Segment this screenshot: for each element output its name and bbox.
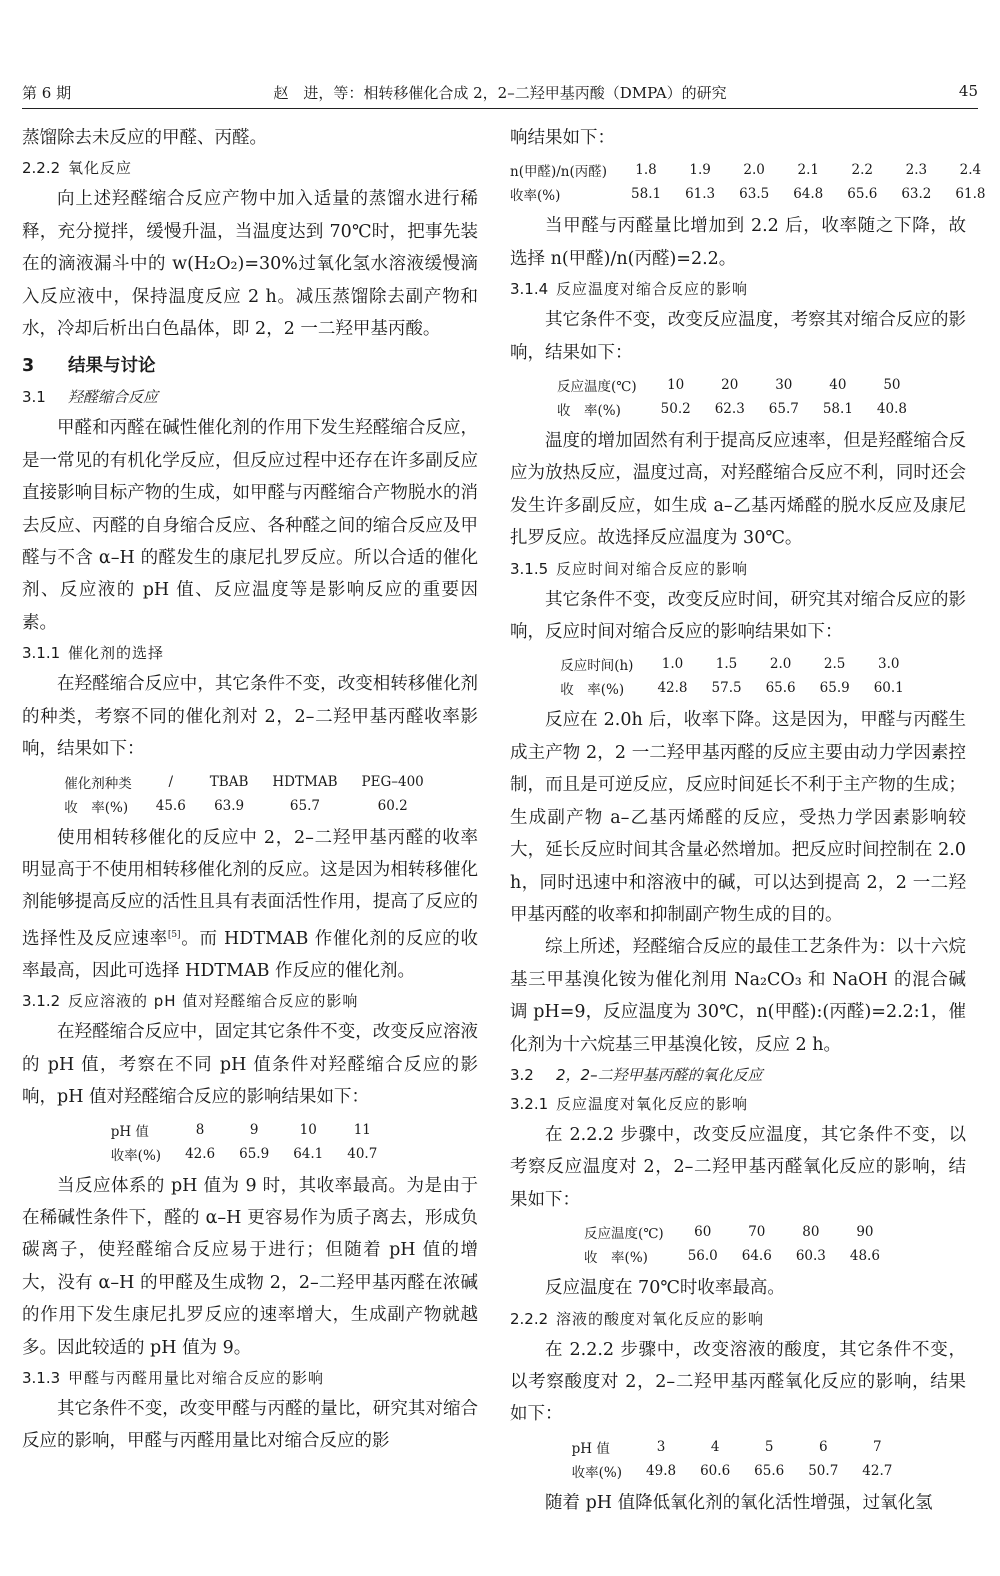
table-cell: 63.5 <box>739 186 770 203</box>
table-cell: 3 <box>656 1438 666 1455</box>
section-heading: 3.1.5 反应时间对缩合反应的影响 <box>510 559 749 578</box>
table-cell: 收 率(%) <box>584 1250 648 1267</box>
paragraph: 综上所述，羟醛缩合反应的最佳工艺条件为：以十六烷基三甲基溴化铵为催化剂用 Na₂CO₃ 和 NaOH 的混合碱调 pH=9，反应温度为 30℃，n(甲醛):(丙醛)=2.2:1，催化剂为十六烷基三甲基溴化铵，反应 2 h。 <box>510 937 966 1055</box>
table-cell: 57.5 <box>711 680 742 697</box>
table-cell: 收 率(%) <box>64 799 129 816</box>
table-cell: 10 <box>299 1121 317 1138</box>
table-cell: 8 <box>195 1121 205 1138</box>
paragraph: 响结果如下： <box>510 128 615 148</box>
page-number: 45 <box>958 82 978 100</box>
section-heading: 2.2.2 溶液的酸度对氧化反应的影响 <box>510 1309 765 1328</box>
table-cell: 65.9 <box>819 680 850 697</box>
section-heading: 3.2.1 反应温度对氧化反应的影响 <box>510 1094 749 1113</box>
paragraph: 其它条件不变，改变反应温度，考察其对缩合反应的影响，结果如下： <box>510 310 966 363</box>
running-header <box>22 82 978 109</box>
section-heading: 3.2 2，2–二羟甲基丙醛的氧化反应 <box>510 1065 763 1084</box>
data-table-ph <box>22 1114 478 1170</box>
table-cell: 3.0 <box>877 656 900 673</box>
table-cell: 2.0 <box>769 656 792 673</box>
table-cell: 65.6 <box>754 1462 785 1479</box>
paragraph: 甲醛和丙醛在碱性催化剂的作用下发生羟醛缩合反应，是一常见的有机化学反应，但反应过程中还存在许多副反应直接影响目标产物的生成，如甲醛与丙醛缩合产物脱水的消去反应、丙醛的自身缩合反应、各种醛之间的缩合反应及甲醛与不含 α–H 的醛发生的康尼扎罗反应。所以合适的催化剂、反应液的 pH 值、反应温度等是影响反应的重要因素。 <box>22 418 478 633</box>
paragraph: 向上述羟醛缩合反应产物中加入适量的蒸馏水进行稀释，充分搅拌，缓慢升温，当温度达到 70℃时，把事先装在的滴液漏斗中的 w(H₂O₂)=30%过氧化氢水溶液缓慢滴入反应液中，保持温度反应 2 h。减压蒸馏除去副产物和水，冷却后析出白色晶体，即 2，2 一二羟甲基丙酸。 <box>22 189 478 340</box>
data-table-time <box>510 648 966 704</box>
table-cell: n(甲醛)/n(丙醛) <box>510 164 608 181</box>
table-cell: 60.2 <box>377 797 408 814</box>
section-heading: 3.1 羟醛缩合反应 <box>22 388 159 407</box>
paragraph: 温度的增加固然有利于提高反应速率，但是羟醛缩合反应为放热反应，温度过高，对羟醛缩合反应不利，同时还会发生许多副反应，如生成 a–乙基丙烯醛的脱水反应及康尼扎罗反应。故选择反应温度为 30℃。 <box>510 431 966 549</box>
table-cell: 20 <box>721 377 739 394</box>
table-cell: 2.0 <box>743 162 765 179</box>
table-cell: PEG–400 <box>361 773 424 790</box>
table-cell: 90 <box>856 1224 874 1241</box>
table-cell: / <box>168 773 174 790</box>
data-table-oxidation-ph <box>510 1431 966 1487</box>
table-cell: 收 率(%) <box>557 403 621 420</box>
table-cell: 42.6 <box>185 1145 216 1162</box>
table-cell: 40 <box>829 377 847 394</box>
table-cell: 40.7 <box>347 1145 378 1162</box>
table-cell: 65.6 <box>847 186 878 203</box>
table-cell: 45.6 <box>155 797 186 814</box>
paragraph: 随着 pH 值降低氧化剂的氧化活性增强，过氧化氢 <box>545 1492 933 1513</box>
table-cell: 4 <box>710 1438 720 1455</box>
section-heading: 2.2.2 氧化反应 <box>22 159 133 178</box>
table-cell: TBAB <box>209 773 249 790</box>
table-cell: 6 <box>818 1438 828 1455</box>
table-cell: 63.2 <box>901 186 932 203</box>
table-cell: 催化剂种类 <box>64 775 132 792</box>
table-cell: 2.4 <box>959 162 982 179</box>
table-cell: 56.0 <box>687 1248 718 1265</box>
table-cell: 49.8 <box>646 1462 677 1479</box>
table-cell: 收率(%) <box>510 188 561 205</box>
table-cell: 收率(%) <box>571 1464 623 1481</box>
table-cell: 42.8 <box>657 680 688 697</box>
table-cell: 反应时间(h) <box>560 658 634 675</box>
table-cell: 收 率(%) <box>560 682 625 699</box>
paragraph: 反应在 2.0h 后，收率下降。这是因为，甲醛与丙醛生成主产物 2，2 一二羟甲基丙醛的反应主要由动力学因素控制，而且是可逆反应，反应时间延长不利于主产物的生成；生成副产物 a–乙基丙烯醛的反应，受热力学因素影响较大，延长反应时间其含量必然增加。把反应时间控制在 2.0 h，同时迅速中和溶液中的碱，可以达到提高 2，2 一二羟甲基丙醛的收率和抑制副产物生成的目的。 <box>510 710 966 925</box>
table-cell: 2.2 <box>851 162 874 179</box>
paragraph: 当甲醛与丙醛量比增加到 2.2 后，收率随之下降，故选择 n(甲醛)/n(丙醛)=2.2。 <box>510 216 966 269</box>
table-cell: 70 <box>748 1224 766 1241</box>
table-cell: 反应温度(℃) <box>557 379 637 396</box>
section-heading: 3.1.2 反应溶液的 pH 值对羟醛缩合反应的影响 <box>22 992 359 1011</box>
table-cell: 2.3 <box>905 162 928 179</box>
table-cell: 60 <box>694 1224 712 1241</box>
table-cell: 1.5 <box>715 656 738 673</box>
paragraph: 在 2.2.2 步骤中，改变反应温度，其它条件不变，以考察反应温度对 2，2–二羟甲基丙醛氧化反应的影响，结果如下： <box>510 1124 966 1210</box>
table-cell: 11 <box>353 1121 371 1138</box>
table-cell: 48.6 <box>849 1248 880 1265</box>
section-heading: 3.1.3 甲醛与丙醛用量比对缩合反应的影响 <box>22 1369 325 1388</box>
paragraph: 使用相转移催化的反应中 2，2–二羟甲基丙醛的收率明显高于不使用相转移催化剂的反应。这是因为相转移催化剂能够提高反应的活性且具有表面活性作用，提高了反应的选择性及反应速率[5]。而 HDTMAB 作催化剂的反应的收率最高，因此可选择 HDTMAB 作反应的催化剂。 <box>22 827 478 981</box>
table-cell: 60.3 <box>795 1248 826 1265</box>
table-cell: 10 <box>667 377 685 394</box>
data-table-catalyst <box>22 766 478 822</box>
table-cell: 40.8 <box>876 401 907 418</box>
table-cell: pH 值 <box>571 1440 610 1457</box>
section-heading: 3.1.1 催化剂的选择 <box>22 644 165 663</box>
table-cell: 64.6 <box>741 1248 772 1265</box>
table-cell: 7 <box>873 1438 882 1455</box>
issue-number: 第 6 期 <box>22 84 72 102</box>
left-column <box>22 122 478 1458</box>
table-cell: 1.0 <box>661 656 684 673</box>
table-cell: 2.5 <box>823 656 846 673</box>
table-cell: HDTMAB <box>272 773 338 790</box>
paragraph: 蒸馏除去未反应的甲醛、丙醛。 <box>22 128 267 148</box>
table-cell: 9 <box>249 1121 259 1138</box>
table-cell: 80 <box>802 1224 820 1241</box>
running-title: 赵 进，等：相转移催化合成 2，2–二羟甲基丙酸（DMPA）的研究 <box>273 84 727 102</box>
paragraph: 在羟醛缩合反应中，固定其它条件不变，改变反应溶液的 pH 值，考察在不同 pH 值条件对羟醛缩合反应的影响，pH 值对羟醛缩合反应的影响结果如下： <box>22 1022 478 1108</box>
table-cell: 1.8 <box>635 162 657 179</box>
data-table-ratio <box>510 154 986 210</box>
table-cell: 50 <box>883 377 901 394</box>
table-cell: 60.1 <box>873 680 904 697</box>
table-cell: 5 <box>764 1438 774 1455</box>
paragraph: 其它条件不变，改变反应时间，研究其对缩合反应的影响，反应时间对缩合反应的影响结果如下： <box>510 589 966 643</box>
table-cell: 收率(%) <box>110 1147 162 1164</box>
table-cell: 50.2 <box>660 401 691 418</box>
table-cell: pH 值 <box>110 1123 149 1140</box>
table-cell: 2.1 <box>797 162 819 179</box>
table-cell: 65.9 <box>239 1145 270 1162</box>
table-cell: 1.9 <box>689 162 711 179</box>
paragraph: 反应温度在 70℃时收率最高。 <box>545 1278 785 1299</box>
section-heading: 3.1.4 反应温度对缩合反应的影响 <box>510 280 749 299</box>
right-column <box>510 122 986 1519</box>
table-cell: 50.7 <box>808 1462 839 1479</box>
table-cell: 62.3 <box>714 401 745 418</box>
citation: [5] <box>167 929 181 940</box>
table-cell: 58.1 <box>631 186 662 203</box>
table-cell: 64.8 <box>793 186 824 203</box>
data-table-oxidation-temperature <box>510 1216 966 1272</box>
table-cell: 65.7 <box>768 401 799 418</box>
table-cell: 65.6 <box>765 680 796 697</box>
paragraph: 当反应体系的 pH 值为 9 时，其收率最高。为是由于在稀碱性条件下，醛的 α–H 更容易作为质子离去，形成负碳离子，使羟醛缩合反应易于进行；但随着 pH 值的增大，没有 α–H 的甲醛及生成物 2，2–二羟甲基丙醛在浓碱的作用下发生康尼扎罗反应的速率增大，生成副产物就越多。因此较适的 pH 值为 9。 <box>22 1175 478 1358</box>
table-cell: 60.6 <box>700 1462 731 1479</box>
table-cell: 61.3 <box>685 186 716 203</box>
table-cell: 63.9 <box>214 797 245 814</box>
section-heading: 3 结果与讨论 <box>22 356 156 377</box>
paragraph: 在羟醛缩合反应中，其它条件不变，改变相转移催化剂的种类，考察不同的催化剂对 2，2–二羟甲基丙醛收率影响，结果如下： <box>22 674 478 760</box>
data-table-temperature <box>510 369 966 425</box>
paragraph: 其它条件不变，改变甲醛与丙醛的量比，研究其对缩合反应的影响，甲醛与丙醛用量比对缩合反应的影 <box>22 1399 478 1452</box>
paragraph: 在 2.2.2 步骤中，改变溶液的酸度，其它条件不变，以考察酸度对 2，2–二羟甲基丙醛氧化反应的影响，结果如下： <box>510 1339 966 1425</box>
table-cell: 65.7 <box>289 797 320 814</box>
table-cell: 反应温度(℃) <box>584 1226 664 1243</box>
table-cell: 42.7 <box>862 1462 893 1479</box>
table-cell: 58.1 <box>822 401 853 418</box>
table-cell: 64.1 <box>293 1145 324 1162</box>
table-cell: 30 <box>775 377 793 394</box>
table-cell: 61.8 <box>955 186 986 203</box>
